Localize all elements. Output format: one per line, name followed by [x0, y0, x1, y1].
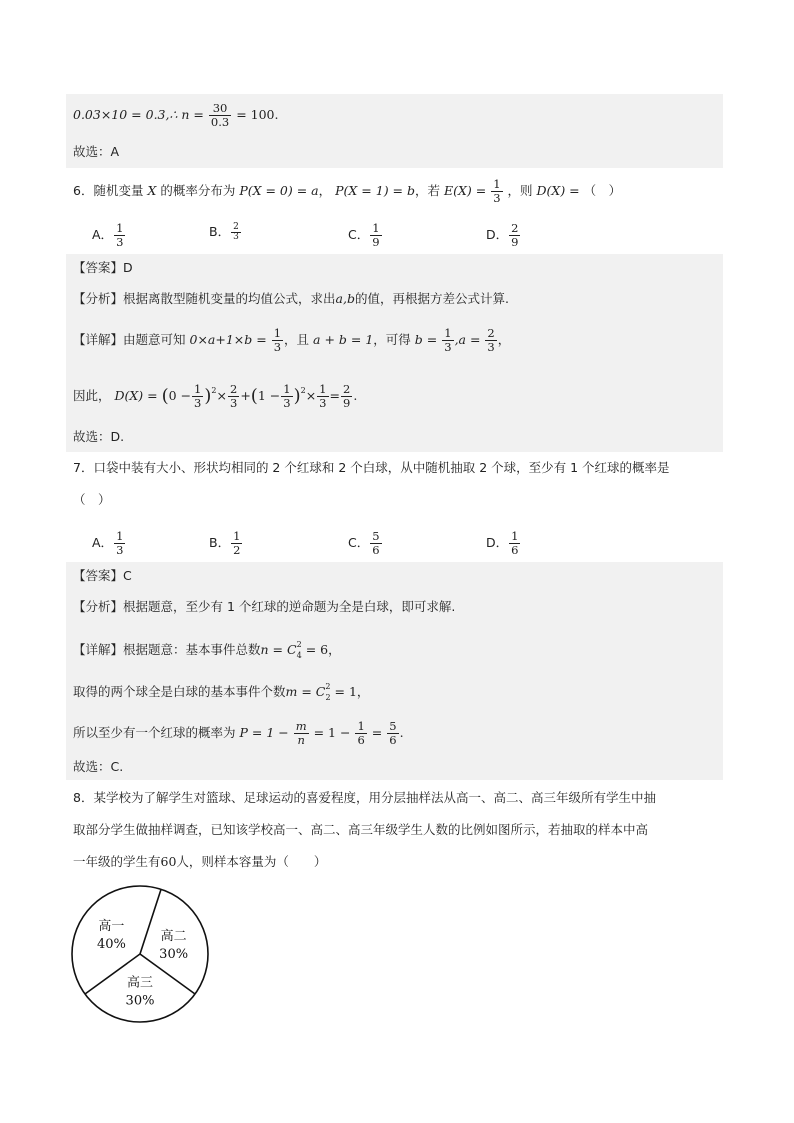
math-expr: ,a = — [454, 332, 481, 347]
numerator: 1 — [511, 529, 519, 543]
denominator: 6 — [357, 733, 365, 747]
numerator: 2 — [342, 382, 351, 396]
answer-blank: （ ） — [583, 183, 622, 198]
denominator: 3 — [319, 396, 327, 410]
pie-slice-label: 高一 — [98, 919, 125, 935]
analysis-text: 【分析】根据离散型随机变量的均值公式，求出 — [73, 291, 336, 306]
question-text: 的概率分布为 — [160, 183, 236, 198]
math-expr: = 6 — [301, 642, 329, 657]
fraction — [192, 383, 203, 410]
question-8-stem-cont: 取部分学生做抽样调查，已知该学校高一、高二、高三年级学生人数的比例如图所示，若抽取的样本中高 — [73, 822, 649, 837]
fraction — [231, 223, 241, 242]
question-text: 6．随机变量 — [73, 183, 144, 198]
final-answer: 故选：D. — [73, 429, 125, 444]
numerator: m — [295, 719, 307, 733]
question-8-stem-end — [73, 852, 326, 872]
detail-text: 【详解】由题意可知 — [73, 332, 186, 347]
pie-chart — [70, 884, 230, 1044]
math-expr: a + b = 1 — [313, 332, 374, 347]
solution-block — [66, 562, 723, 780]
math-expr: n = C — [260, 642, 297, 657]
denominator: 2 — [233, 543, 241, 557]
numerator: 30 — [209, 102, 231, 116]
detail-line — [73, 677, 369, 708]
fraction — [317, 383, 328, 410]
numerator: 1 — [273, 326, 282, 340]
fraction — [387, 720, 398, 747]
math-expr: D(X) = — [114, 388, 158, 403]
denominator: 3 — [229, 396, 238, 410]
math-expr: P = 1 − — [239, 725, 289, 740]
option-b — [209, 530, 243, 557]
detail-text: ， — [356, 684, 370, 699]
denominator: 3 — [233, 232, 239, 242]
denominator: 3 — [273, 340, 282, 354]
subscript: 2 — [325, 692, 331, 702]
denominator: 3 — [487, 340, 495, 354]
question-text: ，若 — [415, 183, 441, 198]
fraction — [509, 530, 520, 557]
pie-slice-value: 40% — [96, 937, 126, 953]
numerator: 1 — [116, 529, 124, 543]
numerator: 1 — [194, 382, 202, 396]
numerator: 2 — [233, 222, 239, 232]
option-label: D． — [486, 535, 509, 550]
fraction — [370, 222, 381, 249]
math-expr: P(X = 0) = a — [239, 183, 319, 198]
option-d — [486, 530, 521, 557]
denominator: 3 — [444, 340, 452, 354]
math-number: 60 — [160, 854, 177, 869]
math-expr: 0×a+1×b = — [189, 332, 267, 347]
fraction — [341, 383, 352, 410]
detail-text: ，且 — [284, 332, 310, 347]
denominator: 6 — [372, 543, 380, 557]
answer-choice: 故选：A — [73, 144, 120, 159]
probability-line — [73, 720, 404, 747]
option-label: A． — [92, 535, 114, 550]
question-text: 人，则样本容量为（ ） — [176, 854, 327, 869]
denominator: 9 — [372, 235, 380, 249]
denominator: 3 — [116, 543, 124, 557]
fraction — [485, 327, 496, 354]
fraction — [281, 383, 292, 410]
option-c — [348, 222, 383, 249]
question-text: ，则 — [507, 183, 533, 198]
detail-text: 取得的两个球全是白球的基本事件个数 — [73, 684, 286, 699]
detail-line — [73, 635, 341, 666]
denominator: 6 — [511, 543, 519, 557]
denominator: 3 — [194, 396, 202, 410]
option-label: D． — [486, 227, 509, 242]
option-label: B． — [209, 224, 231, 239]
math-expr: . — [399, 725, 404, 740]
fraction — [114, 222, 125, 249]
numerator: 1 — [372, 221, 380, 235]
equation: 0.03×10 = 0.3,∴ n = — [73, 107, 204, 122]
question-7-stem-cont: （ ） — [73, 492, 111, 507]
denominator: 3 — [116, 235, 124, 249]
numerator: 1 — [444, 326, 452, 340]
option-label: B． — [209, 535, 231, 550]
math-expr: = 1 − — [313, 725, 351, 740]
question-7-stem: 7．口袋中装有大小、形状均相同的 2 个红球和 2 个白球，从中随机抽取 2 个球，至少有 1 个红球的概率是 — [73, 460, 670, 475]
superscript: 2 — [325, 682, 331, 691]
detail-text: 所以至少有一个红球的概率为 — [73, 725, 236, 740]
option-b — [209, 222, 242, 242]
math-expr: b = — [414, 332, 438, 347]
numerator: 2 — [511, 221, 519, 235]
numerator: 5 — [372, 529, 380, 543]
pie-slice-label: 高二 — [160, 929, 187, 945]
fraction — [231, 530, 242, 557]
solution-line — [73, 102, 278, 129]
numerator: 2 — [487, 326, 495, 340]
numerator: 1 — [283, 382, 291, 396]
fraction — [228, 383, 239, 410]
numerator: 5 — [389, 719, 397, 733]
math-var: a,b — [335, 291, 355, 306]
option-a — [92, 530, 126, 557]
option-label: C． — [348, 535, 370, 550]
superscript: 2 — [296, 640, 302, 649]
numerator: 1 — [116, 221, 124, 235]
final-answer: 故选：C. — [73, 759, 124, 774]
variance-line: 因此， D(X) = (0 − $\frac{1}{3}$ )$^2$× $\frac{2}{3}$ +(1 − $\frac{1}{3}$ )$^2$× $\frac{1}{3}$ = $\frac{2}{9}$ . — [73, 382, 358, 410]
fraction — [209, 102, 231, 129]
fraction — [272, 327, 283, 354]
denominator: 3 — [283, 396, 291, 410]
pie-slice-value: 30% — [159, 947, 189, 963]
detail-text: 【详解】根据题意：基本事件总数 — [73, 642, 261, 657]
question-8-stem: 8．某学校为了解学生对篮球、足球运动的喜爱程度，用分层抽样法从高一、高二、高三年级所有学生中抽 — [73, 790, 656, 805]
analysis-text: 的值，再根据方差公式计算. — [354, 291, 509, 306]
fraction — [294, 720, 309, 747]
numerator: 2 — [229, 382, 238, 396]
fraction — [355, 720, 366, 747]
denominator: n — [297, 733, 305, 747]
question-text: ， — [318, 183, 332, 198]
detail-text: 因此， — [73, 388, 111, 403]
option-a — [92, 222, 126, 249]
numerator: 1 — [233, 529, 241, 543]
math-expr: P(X = 1) = b — [335, 183, 415, 198]
math-expr: D(X) = — [536, 183, 580, 198]
option-label: A． — [92, 227, 114, 242]
numerator: 1 — [357, 719, 365, 733]
fraction — [442, 327, 453, 354]
pie-slice-label: 高三 — [126, 975, 154, 991]
denominator: 0.3 — [210, 115, 230, 129]
pie-slice-value: 30% — [125, 993, 155, 1009]
answer-line: 【答案】C — [73, 568, 132, 583]
detail-text: ，可得 — [373, 332, 411, 347]
denominator: 9 — [511, 235, 519, 249]
fraction — [370, 530, 381, 557]
option-label: C． — [348, 227, 370, 242]
math-var: X — [147, 183, 157, 198]
analysis-line: 【分析】根据题意，至少有 1 个红球的逆命题为全是白球，即可求解. — [73, 599, 456, 614]
option-c — [348, 530, 383, 557]
detail-text: ， — [328, 642, 341, 657]
math-expr: = — [371, 725, 383, 740]
answer-line: 【答案】D — [73, 260, 133, 275]
question-6-stem — [73, 178, 621, 205]
detail-text: ， — [497, 332, 511, 347]
numerator: 1 — [319, 382, 327, 396]
denominator: 3 — [493, 191, 501, 205]
question-text: 一年级的学生有 — [73, 854, 161, 869]
fraction — [491, 178, 502, 205]
fraction — [114, 530, 125, 557]
math-expr: m = C — [285, 684, 326, 699]
denominator: 9 — [342, 396, 351, 410]
option-d — [486, 222, 521, 249]
analysis-line — [73, 289, 509, 309]
math-expr: E(X) = — [444, 183, 487, 198]
detail-line — [73, 327, 510, 354]
math-expr: = 1 — [330, 684, 357, 699]
numerator: 1 — [493, 177, 501, 191]
denominator: 6 — [389, 733, 397, 747]
fraction — [509, 222, 520, 249]
subscript: 4 — [296, 650, 302, 660]
equation-result: = 100. — [236, 107, 279, 122]
